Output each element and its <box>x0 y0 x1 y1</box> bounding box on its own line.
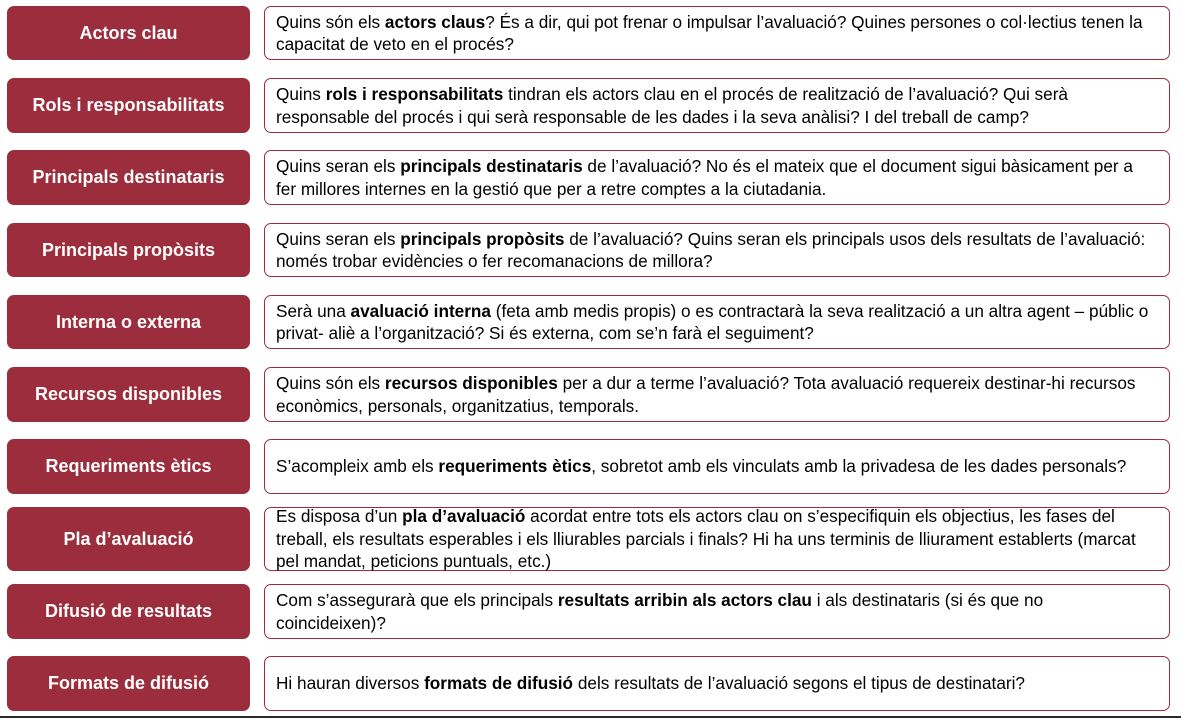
row-label: Formats de difusió <box>7 656 250 711</box>
row-label: Actors clau <box>7 6 250 60</box>
checklist-row-recursos <box>0 367 1181 422</box>
row-keyword: formats de difusió <box>424 673 574 694</box>
row-description: Quins seran els principals propòsits de l’avaluació? Quins seran els principals usos dels resultats de l’avaluació: només trobar evidències o fer recomanacions de millora? <box>264 223 1170 277</box>
row-label: Recursos disponibles <box>7 367 250 422</box>
row-keyword: avaluació interna <box>350 300 491 321</box>
row-keyword: principals destinataris <box>400 156 583 176</box>
checklist-row-formats-difusio <box>0 656 1181 711</box>
row-description: Serà una avaluació interna (feta amb medis propis) o es contractarà la seva realització a un altra agent – públic o privat- aliè a l’organització? Si és externa, com se’n farà el seguiment? <box>264 295 1170 349</box>
checklist-row-interna-externa <box>0 295 1181 349</box>
row-description: Quins rols i responsabilitats tindran els actors clau en el procés de realització de l’avaluació? Qui serà responsable del procés i qui serà responsable de les dades i la seva anàlisi? I del treball de camp? <box>264 78 1170 133</box>
checklist-row-actors-clau <box>0 6 1181 60</box>
checklist-row-difusio-resultats <box>0 584 1181 639</box>
bottom-divider <box>0 716 1181 718</box>
checklist-row-proposits <box>0 223 1181 277</box>
checklist-row-pla <box>0 507 1181 571</box>
row-label: Interna o externa <box>7 295 250 349</box>
row-description: Quins seran els principals destinataris de l’avaluació? No és el mateix que el document sigui bàsicament per a fer millores internes en la gestió que per a retre comptes a la ciutadania. <box>264 150 1170 205</box>
row-keyword: requeriments ètics <box>438 456 592 477</box>
row-keyword: resultats arribin als actors clau <box>557 590 812 610</box>
row-label: Difusió de resultats <box>7 584 250 639</box>
checklist-row-rols <box>0 78 1181 133</box>
checklist-row-destinataris <box>0 150 1181 205</box>
row-description: Quins són els actors claus? És a dir, qui pot frenar o impulsar l’avaluació? Quines persones o col·lectius tenen la capacitat de veto en el procés? <box>264 6 1170 60</box>
row-keyword: rols i responsabilitats <box>325 84 504 104</box>
row-keyword: pla d’avaluació <box>402 506 526 527</box>
row-label: Requeriments ètics <box>7 439 250 494</box>
row-description: Es disposa d’un pla d’avaluació acordat entre tots els actors clau on s’especifiquin els objectius, les fases del treball, els resultats esperables i els lliurables parcials i finals? Hi ha uns terminis de lliurament establerts (marcat pel mandat, peticions puntuals, etc.) <box>264 507 1170 571</box>
row-description: Hi hauran diversos formats de difusió dels resultats de l’avaluació segons el tipus de destinatari? <box>264 656 1170 711</box>
row-description: Com s’assegurarà que els principals resultats arribin als actors clau i als destinataris (si és que no coincideixen)? <box>264 584 1170 639</box>
row-keyword: principals propòsits <box>400 228 565 249</box>
row-description: S’acompleix amb els requeriments ètics, sobretot amb els vinculats amb la privadesa de les dades personals? <box>264 439 1170 494</box>
row-label: Principals propòsits <box>7 223 250 277</box>
row-description: Quins són els recursos disponibles per a dur a terme l’avaluació? Tota avaluació requereix destinar-hi recursos econòmics, personals, organitzatius, temporals. <box>264 367 1170 422</box>
row-keyword: recursos disponibles <box>384 373 558 393</box>
checklist-row-etics <box>0 439 1181 494</box>
row-label: Principals destinataris <box>7 150 250 205</box>
row-label: Pla d’avaluació <box>7 507 250 571</box>
row-label: Rols i responsabilitats <box>7 78 250 133</box>
row-keyword: actors claus <box>384 11 486 32</box>
